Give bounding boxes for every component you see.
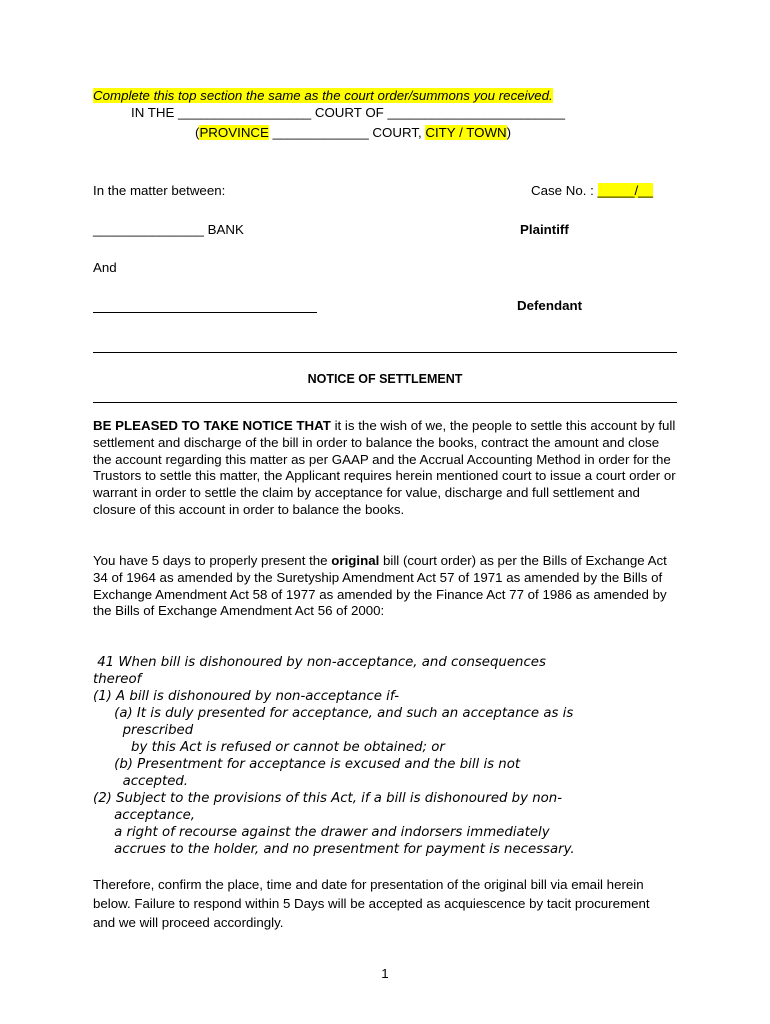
legal-line: a right of recourse against the drawer and indorsers immediately <box>93 825 550 840</box>
divider-bottom <box>93 402 677 403</box>
notice-paragraph <box>93 418 677 519</box>
legal-line: (2) Subject to the provisions of this Act, if a bill is dishonoured by non- <box>93 791 563 806</box>
court-line: IN THE __________________ COURT OF ________________________ <box>131 105 565 120</box>
legal-line: (1) A bill is dishonoured by non-acceptance if- <box>93 689 400 704</box>
case-number-value: _____/__ <box>597 183 653 198</box>
notice-title: NOTICE OF SETTLEMENT <box>307 372 463 386</box>
notice-text: it is the wish of we, the people to settle this account by full settlement and discharge of the bill in order to balance the books, contract the amount and close the account regarding this matter as per GAAP and the Accrual Accounting Method in order for the Trustors to settle this matter, the Applicant requires herein mentioned court to issue a court order or warrant in order to settle the claim by acceptance for value, discharge and full settlement and closure of this account in order to balance the books. <box>93 418 676 517</box>
divider-top <box>93 352 677 353</box>
legal-line: (b) Presentment for acceptance is excused and the bill is not <box>93 757 521 772</box>
and-label: And <box>93 260 117 275</box>
instruction-text: Complete this top section the same as the court order/summons you received. <box>93 88 553 103</box>
original-emphasis: original <box>331 553 380 568</box>
legal-line: prescribed <box>93 723 194 738</box>
legal-line: thereof <box>93 672 142 687</box>
legal-line: 41 When bill is dishonoured by non-acceptance, and consequences <box>93 655 546 670</box>
notice-lead: BE PLEASED TO TAKE NOTICE THAT <box>93 418 331 433</box>
presentation-paragraph: You have 5 days to properly present the original bill (court order) as per the Bills of Exchange Act 34 of 1964 as amended by the Suretyship Amendment Act 57 of 1971 as amended by the Bills of Exchange Amendment Act 58 of 1977 as amended by the Finance Act 77 of 1986 as amended by the Bills of Exchange Amendment Act 56 of 2000: <box>93 553 667 619</box>
defendant-label: Defendant <box>517 298 583 313</box>
plaintiff-label: Plaintiff <box>520 222 569 237</box>
closing-paragraph: Therefore, confirm the place, time and date for presentation of the original bill via email herein below. Failure to respond within 5 Days will be accepted as acquiescence by tacit procurement and we will proceed accordingly. <box>93 877 650 930</box>
legal-line: accepted. <box>93 774 189 789</box>
city-town-field: CITY / TOWN <box>425 125 507 140</box>
legal-line: by this Act is refused or cannot be obtained; or <box>93 740 445 755</box>
province-field: PROVINCE <box>199 125 269 140</box>
case-number <box>531 183 653 199</box>
matter-between-label: In the matter between: <box>93 183 226 198</box>
bank-line: _______________ BANK <box>93 222 244 237</box>
legal-line: (a) It is duly presented for acceptance, and such an acceptance as is <box>93 706 574 721</box>
legal-line: accrues to the holder, and no presentment for payment is necessary. <box>93 842 575 857</box>
instruction-note <box>93 88 553 104</box>
case-number-label: Case No. : <box>531 183 598 198</box>
legal-line: acceptance, <box>93 808 196 823</box>
defendant-name-line <box>93 312 317 313</box>
legal-extract <box>93 654 693 858</box>
page-number: 1 <box>381 966 389 981</box>
court-location-line: (PROVINCE _____________ COURT, CITY / TOWN) <box>195 125 512 140</box>
